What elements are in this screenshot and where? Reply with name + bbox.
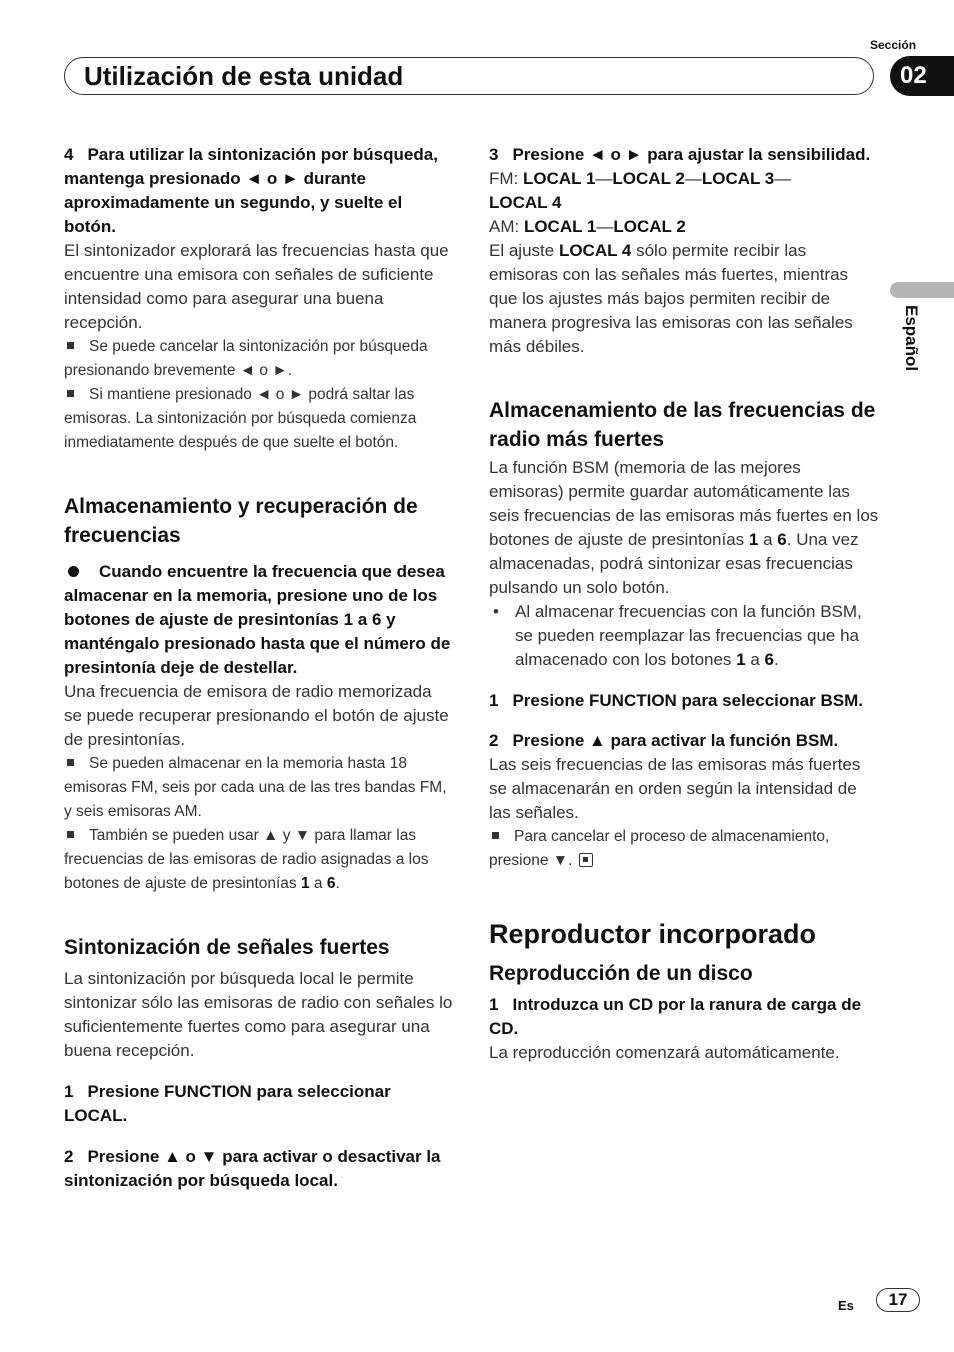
section-heading-local: Sintonización de señales fuertes bbox=[64, 936, 390, 959]
note-item bbox=[489, 825, 879, 873]
square-bullet-icon bbox=[67, 342, 74, 349]
step-3-sensitivity bbox=[489, 143, 879, 167]
section-number-badge: 02 bbox=[890, 56, 954, 96]
preset-number: 6 bbox=[326, 875, 336, 892]
step-1-bsm bbox=[489, 689, 879, 713]
bullet-dot-icon: • bbox=[493, 602, 499, 621]
separator: — bbox=[774, 169, 792, 188]
am-settings bbox=[489, 215, 879, 239]
body-text bbox=[489, 239, 879, 359]
step-instruction: Presione FUNCTION para seleccionar LOCAL. bbox=[64, 1082, 391, 1125]
note-text: Se puede cancelar la sintonización por búsqueda presionando brevemente ◄ o ►. bbox=[64, 338, 428, 379]
square-bullet-icon bbox=[492, 832, 499, 839]
fm-settings bbox=[489, 167, 879, 215]
step-number: 2 bbox=[64, 1147, 74, 1166]
text-run: a bbox=[758, 530, 778, 549]
body-text bbox=[489, 456, 879, 600]
square-bullet-icon bbox=[67, 759, 74, 766]
preset-number: 6 bbox=[777, 530, 787, 549]
text-run: sólo permite recibir las emisoras con las señales más fuertes, mientras que los ajustes más bajos permiten recibir de manera progresiva las emisoras con las señales más débiles. bbox=[489, 241, 853, 356]
text-run: a bbox=[745, 650, 765, 669]
note-text: a bbox=[309, 875, 327, 892]
language-tab-label: Español bbox=[902, 305, 921, 372]
body-text: Las seis frecuencias de las emisoras más fuertes se almacenarán en orden según la intensidad de las señales. bbox=[489, 755, 861, 822]
body-text: La reproducción comenzará automáticamente. bbox=[489, 1043, 840, 1062]
text-run: Al almacenar frecuencias con la función BSM, se pueden reemplazar las frecuencias que ha almacenado con los botones bbox=[515, 602, 862, 669]
step-number: 3 bbox=[489, 145, 499, 164]
step-number: 4 bbox=[64, 145, 74, 164]
step-instruction: Introduzca un CD por la ranura de carga de CD. bbox=[489, 995, 862, 1038]
separator: — bbox=[595, 169, 613, 188]
note-item bbox=[64, 383, 454, 455]
note-text: Si mantiene presionado ◄ o ► podrá saltar las emisoras. La sintonización por búsqueda comienza inmediatamente después de que suelte el botón. bbox=[64, 386, 417, 451]
left-column bbox=[64, 143, 454, 1193]
body-text: Una frecuencia de emisora de radio memorizada se puede recuperar presionando el botón de ajuste de presintonías. bbox=[64, 682, 449, 749]
step-instruction: Presione ▲ para activar la función BSM. bbox=[512, 731, 839, 750]
preset-number: 1 bbox=[736, 650, 746, 669]
section-label: Sección bbox=[870, 38, 917, 52]
chapter-heading-player: Reproductor incorporado bbox=[489, 919, 817, 949]
right-column bbox=[489, 143, 879, 1065]
separator: — bbox=[684, 169, 702, 188]
text-run: La función BSM (memoria de las mejores emisoras) permite guardar automáticamente las seis frecuencias de las emisoras más fuertes en los botones de ajuste de presintonías bbox=[489, 458, 879, 549]
step-instruction: Presione ▲ o ▼ para activar o desactivar la sintonización por búsqueda local. bbox=[64, 1147, 441, 1190]
step-4-seek bbox=[64, 143, 454, 239]
note-text: . bbox=[335, 875, 340, 892]
square-bullet-icon bbox=[67, 831, 74, 838]
step-instruction: Para utilizar la sintonización por búsqueda, mantenga presionado ◄ o ► durante aproximadamente un segundo, y suelte el botón. bbox=[64, 145, 438, 236]
step-1-disc bbox=[489, 993, 879, 1041]
local-setting: LOCAL 4 bbox=[558, 241, 632, 260]
step-instruction: Cuando encuentre la frecuencia que desea almacenar en la memoria, presione uno de los botones de ajuste de presintonías 1 a 6 y manténgalo presionado hasta que el número de presintonía deje de destellar. bbox=[64, 562, 451, 677]
page-number: 17 bbox=[876, 1288, 920, 1312]
step-instruction: Presione ◄ o ► para ajustar la sensibilidad. bbox=[512, 145, 871, 164]
note-item bbox=[64, 752, 454, 824]
section-heading-store: Almacenamiento y recuperación de frecuencias bbox=[64, 495, 418, 547]
section-heading-bsm: Almacenamiento de las frecuencias de radio más fuertes bbox=[489, 399, 876, 451]
note-text: También se pueden usar ▲ y ▼ para llamar las frecuencias de las emisoras de radio asignadas a los botones de ajuste de presintonías bbox=[64, 827, 429, 892]
step-number: 1 bbox=[64, 1082, 74, 1101]
local-setting: LOCAL 1 bbox=[523, 217, 597, 236]
step-number: 1 bbox=[489, 691, 499, 710]
note-item bbox=[64, 335, 454, 383]
step-number: 2 bbox=[489, 731, 499, 750]
bullet-item bbox=[489, 600, 879, 672]
local-setting: LOCAL 4 bbox=[489, 193, 562, 212]
step-1-local bbox=[64, 1080, 454, 1128]
separator: — bbox=[596, 217, 614, 236]
text-run: El ajuste bbox=[489, 241, 559, 260]
note-item bbox=[64, 824, 454, 896]
preset-number: 1 bbox=[300, 875, 310, 892]
note-text: Para cancelar el proceso de almacenamiento, presione ▼. bbox=[489, 828, 830, 869]
step-number: 1 bbox=[489, 995, 499, 1014]
preset-number: 1 bbox=[748, 530, 759, 549]
body-text: La sintonización por búsqueda local le permite sintonizar sólo las emisoras de radio con señales lo suficientemente fuertes como para asegurar una buena recepción. bbox=[64, 969, 453, 1060]
square-bullet-icon bbox=[67, 390, 74, 397]
step-2-local bbox=[64, 1145, 454, 1193]
page-title: Utilización de esta unidad bbox=[84, 61, 404, 91]
operation-step bbox=[64, 560, 454, 680]
text-run: . Una vez almacenadas, podrá sintonizar esas frecuencias pulsando un solo botón. bbox=[489, 530, 859, 597]
end-of-section-icon bbox=[579, 853, 593, 867]
text-run: . bbox=[774, 650, 779, 669]
bullet-dot-icon bbox=[68, 566, 79, 577]
preset-number: 6 bbox=[764, 650, 774, 669]
local-setting: LOCAL 2 bbox=[613, 217, 686, 236]
step-2-bsm bbox=[489, 729, 879, 753]
local-setting: LOCAL 3 bbox=[701, 169, 775, 188]
language-tab-bar bbox=[890, 282, 954, 298]
section-heading-disc: Reproducción de un disco bbox=[489, 962, 753, 985]
note-text: Se pueden almacenar en la memoria hasta 18 emisoras FM, seis por cada una de las tres bandas FM, y seis emisoras AM. bbox=[64, 755, 447, 820]
footer-language-code: Es bbox=[838, 1298, 854, 1313]
body-text: El sintonizador explorará las frecuencias hasta que encuentre una emisora con señales de suficiente intensidad como para asegurar una buena recepción. bbox=[64, 241, 449, 332]
local-setting: LOCAL 2 bbox=[612, 169, 685, 188]
band-label: FM: bbox=[489, 169, 523, 188]
step-instruction: Presione FUNCTION para seleccionar BSM. bbox=[512, 691, 863, 710]
band-label: AM: bbox=[489, 217, 524, 236]
local-setting: LOCAL 1 bbox=[523, 169, 596, 188]
